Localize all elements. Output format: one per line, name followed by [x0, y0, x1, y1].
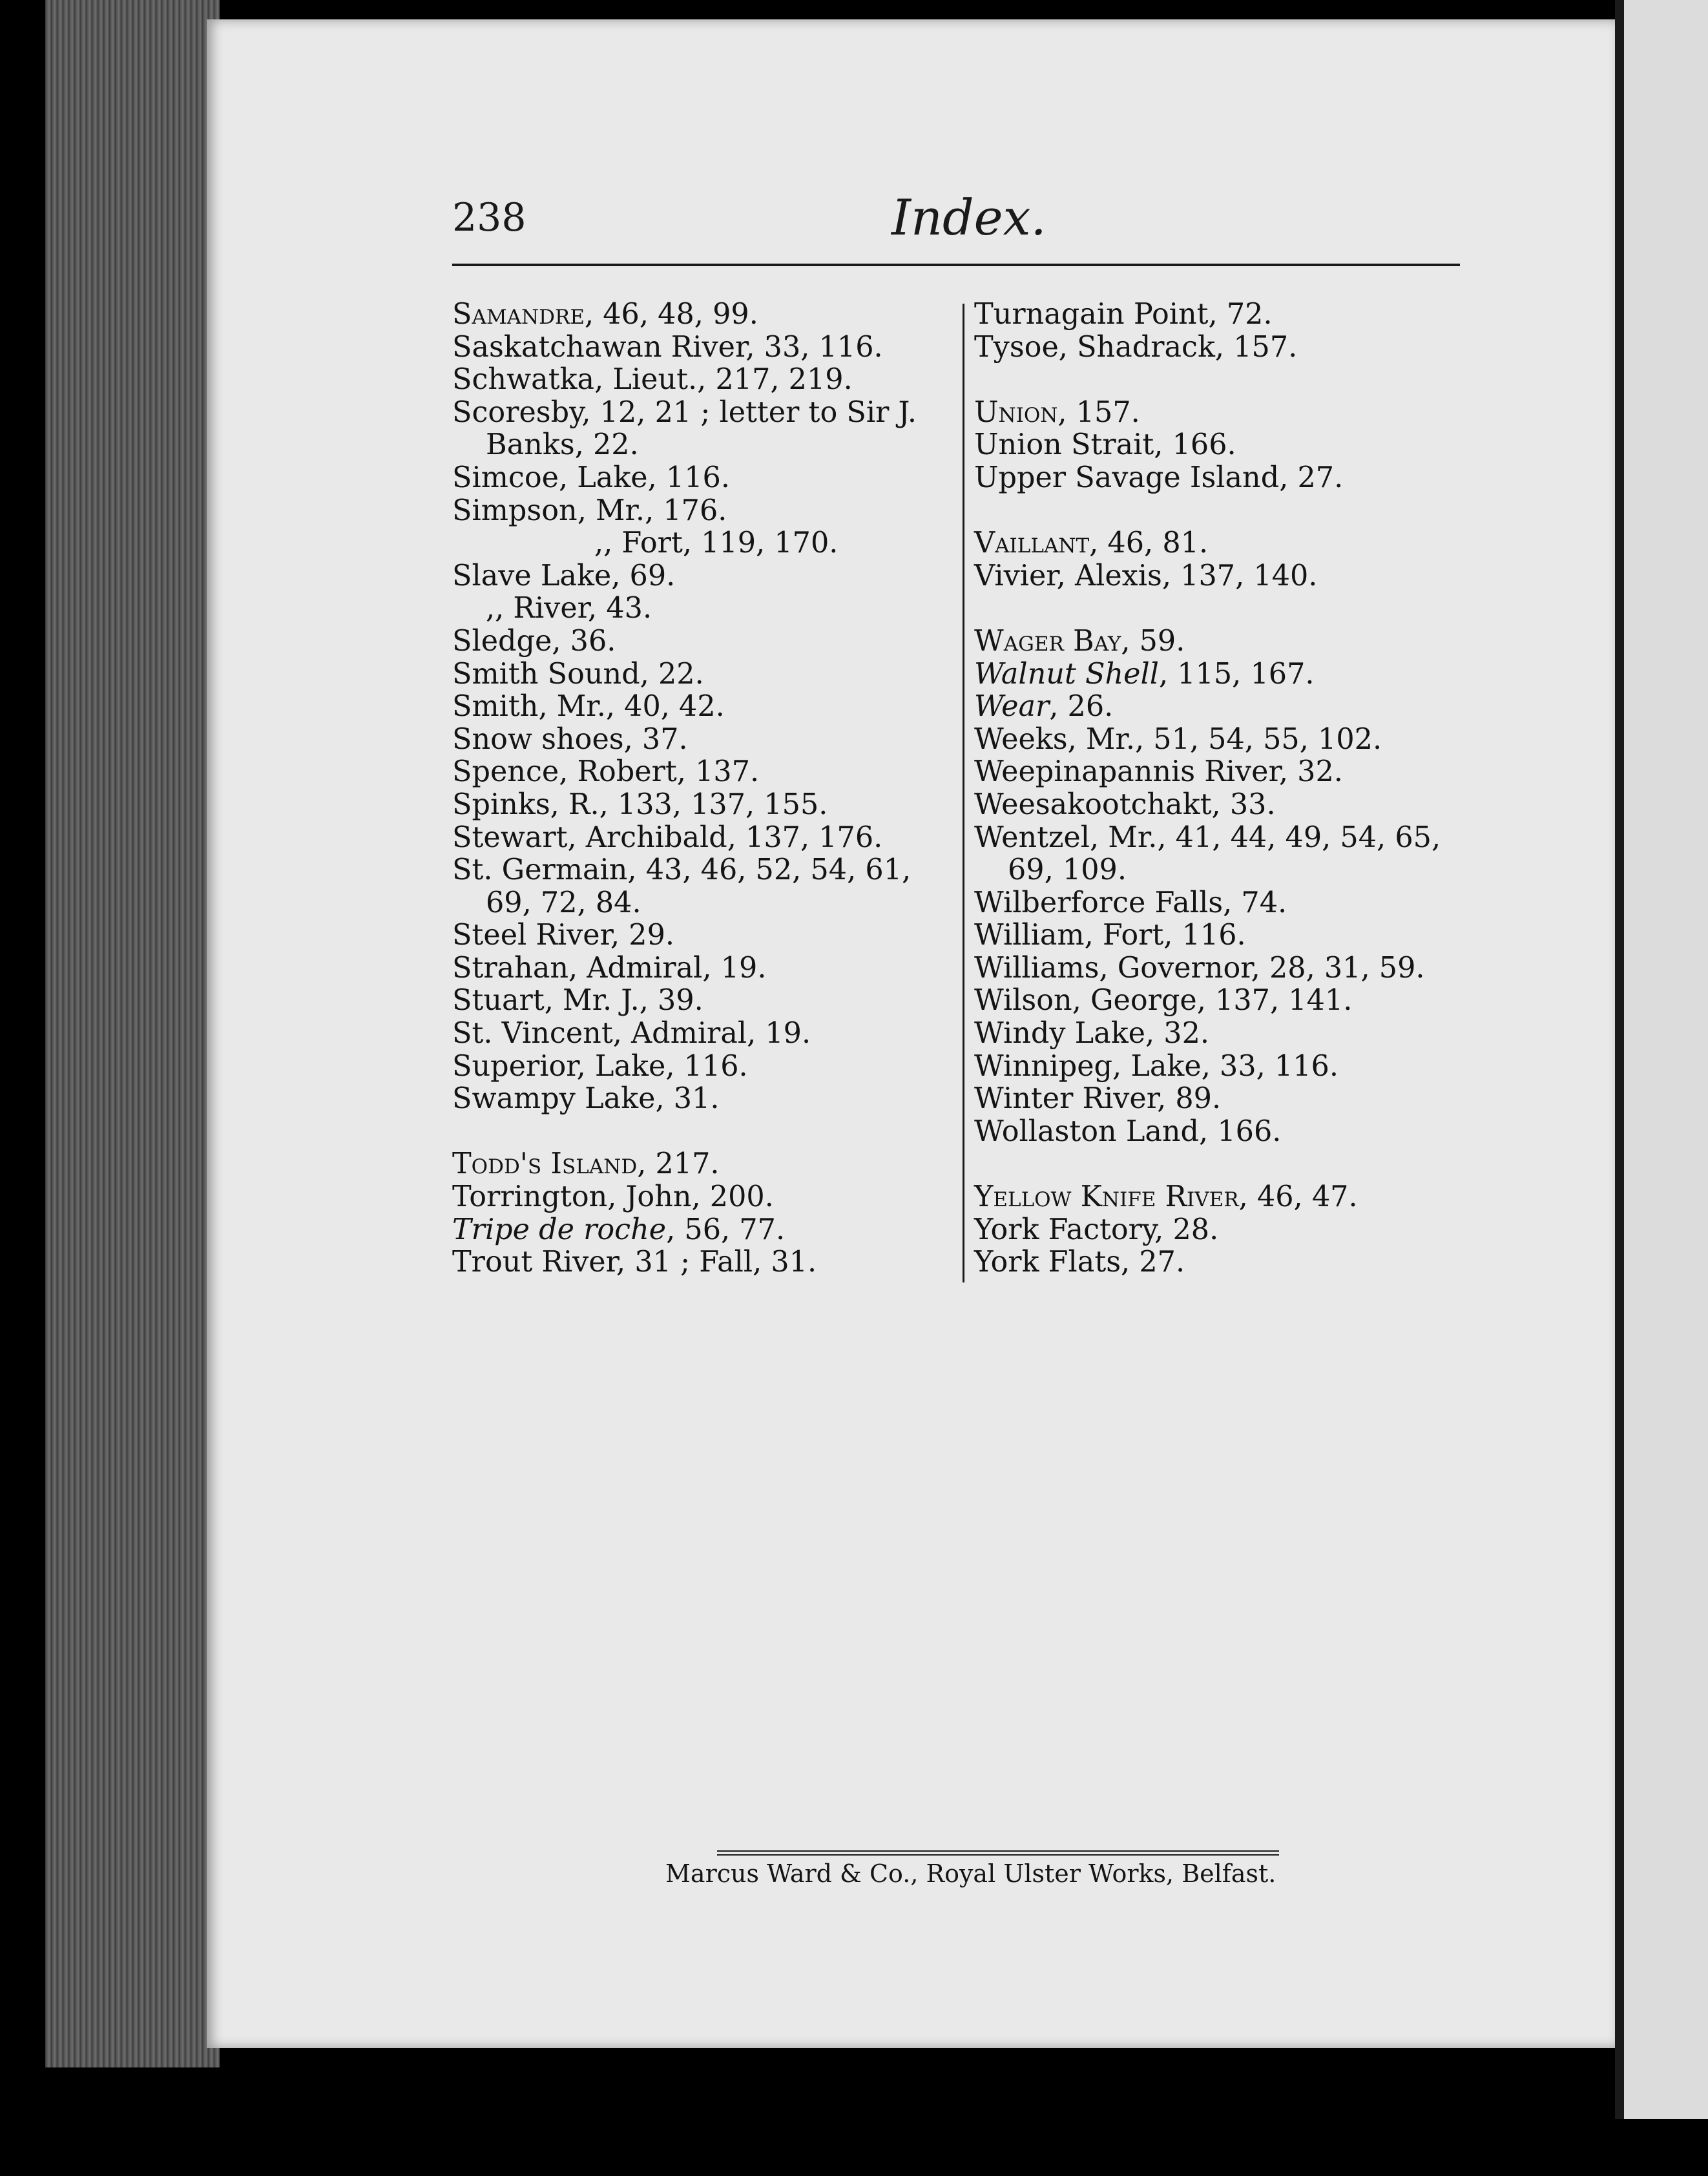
index-entry: Wentzel, Mr., 41, 44, 49, 54, 65,: [974, 821, 1441, 854]
index-entry: Weesakootchakt, 33.: [974, 788, 1276, 821]
index-entry: Wilson, George, 137, 141.: [974, 984, 1353, 1018]
index-entry-continuation: 69, 109.: [1008, 853, 1127, 887]
index-entry: William, Fort, 116.: [974, 919, 1246, 952]
entry-references: , 217.: [637, 1147, 720, 1181]
index-entry: Saskatchawan River, 33, 116.: [452, 330, 883, 364]
index-entry-continuation: ,, Fort, 119, 170.: [594, 527, 838, 560]
index-entry: [452, 298, 963, 331]
facing-page-edge: [1615, 0, 1708, 2119]
index-column-left: [452, 298, 963, 1279]
letter-section-gap: [974, 364, 1491, 397]
section-headword: Vaillant: [974, 527, 1090, 560]
italic-headword: Wear: [974, 690, 1050, 724]
printer-imprint: Marcus Ward & Co., Royal Ulster Works, Belfast.: [665, 1859, 1276, 1888]
index-entry: York Flats, 27.: [974, 1246, 1185, 1279]
index-entry: Slave Lake, 69.: [452, 559, 676, 592]
entry-references: , 46, 47.: [1238, 1180, 1358, 1214]
index-entry: Schwatka, Lieut., 217, 219.: [452, 363, 853, 397]
entry-references: , 59.: [1121, 624, 1185, 658]
letter-section-gap: [974, 495, 1491, 528]
index-entry: Stuart, Mr. J., 39.: [452, 984, 703, 1018]
index-entry: [974, 691, 1491, 724]
index-entry: St. Germain, 43, 46, 52, 54, 61,: [452, 853, 911, 887]
index-entry: Turnagain Point, 72.: [974, 298, 1273, 331]
index-entry: Sledge, 36.: [452, 624, 616, 658]
letter-section-gap: [974, 592, 1491, 625]
entry-references: , 157.: [1057, 395, 1140, 429]
italic-headword: Walnut Shell: [974, 657, 1159, 691]
index-entry: Winnipeg, Lake, 33, 116.: [974, 1049, 1339, 1083]
index-column-right: [974, 298, 1491, 1279]
index-entry: Trout River, 31 ; Fall, 31.: [452, 1246, 817, 1279]
italic-headword: Tripe de roche: [452, 1213, 667, 1246]
index-entry: Swampy Lake, 31.: [452, 1082, 720, 1116]
index-entry: [974, 658, 1491, 691]
index-entry: Weeks, Mr., 51, 54, 55, 102.: [974, 722, 1382, 756]
letter-section-gap: [974, 1148, 1491, 1181]
entry-references: , 115, 167.: [1158, 657, 1315, 691]
index-entry: Wilberforce Falls, 74.: [974, 886, 1287, 919]
section-headword: Wager Bay: [974, 624, 1121, 658]
header-rule: [452, 264, 1460, 266]
index-entry: Stewart, Archibald, 137, 176.: [452, 821, 883, 854]
index-entry: [974, 625, 1491, 658]
section-headword: Samandre: [452, 298, 585, 331]
index-entry: [974, 397, 1491, 430]
letter-section-gap: [452, 1116, 963, 1149]
index-entry: Scoresby, 12, 21 ; letter to Sir J.: [452, 395, 917, 429]
index-entry: Torrington, John, 200.: [452, 1180, 774, 1214]
section-headword: Yellow Knife River: [974, 1180, 1239, 1214]
index-entry: Wollaston Land, 166.: [974, 1114, 1282, 1148]
entry-references: , 26.: [1049, 690, 1114, 724]
index-entry: Weepinapannis River, 32.: [974, 755, 1343, 789]
index-entry: Union Strait, 166.: [974, 428, 1236, 462]
entry-references: , 46, 48, 99.: [584, 298, 758, 331]
index-entry: Smith, Mr., 40, 42.: [452, 690, 725, 724]
entry-references: , 46, 81.: [1089, 527, 1209, 560]
index-entry: [452, 1214, 963, 1247]
book-page-edges: [45, 0, 220, 2067]
entry-references: , 56, 77.: [666, 1213, 786, 1246]
index-entry: Strahan, Admiral, 19.: [452, 951, 767, 985]
index-entry: [452, 1148, 963, 1181]
index-entry: Superior, Lake, 116.: [452, 1049, 748, 1083]
index-entry: Tysoe, Shadrack, 157.: [974, 330, 1298, 364]
index-entry: [974, 527, 1491, 560]
index-entry: Steel River, 29.: [452, 919, 675, 952]
index-entry: Windy Lake, 32.: [974, 1017, 1210, 1051]
page-number: 238: [452, 195, 526, 240]
index-entry: Winter River, 89.: [974, 1082, 1222, 1116]
index-entry: [974, 1181, 1491, 1214]
section-headword: Todd's Island: [452, 1147, 638, 1181]
index-entry: Snow shoes, 37.: [452, 722, 688, 756]
footer-rule: [717, 1850, 1279, 1856]
index-entry: St. Vincent, Admiral, 19.: [452, 1017, 811, 1051]
index-entry-continuation: Banks, 22.: [486, 428, 639, 462]
running-title: Index.: [891, 189, 1047, 246]
index-entry: Spence, Robert, 137.: [452, 755, 760, 789]
index-entry: Williams, Governor, 28, 31, 59.: [974, 951, 1425, 985]
index-entry: Smith Sound, 22.: [452, 657, 704, 691]
index-entry: Upper Savage Island, 27.: [974, 461, 1344, 494]
page-header: [452, 189, 1460, 266]
index-entry: York Factory, 28.: [974, 1213, 1219, 1246]
index-entry-continuation: 69, 72, 84.: [486, 886, 641, 919]
index-entry: Simcoe, Lake, 116.: [452, 461, 731, 494]
column-divider: [963, 304, 964, 1282]
index-entry: Spinks, R., 133, 137, 155.: [452, 788, 828, 821]
section-headword: Union: [974, 395, 1058, 429]
index-entry-continuation: ,, River, 43.: [486, 592, 652, 625]
index-entry: Vivier, Alexis, 137, 140.: [974, 559, 1318, 592]
index-entry: Simpson, Mr., 176.: [452, 494, 727, 527]
